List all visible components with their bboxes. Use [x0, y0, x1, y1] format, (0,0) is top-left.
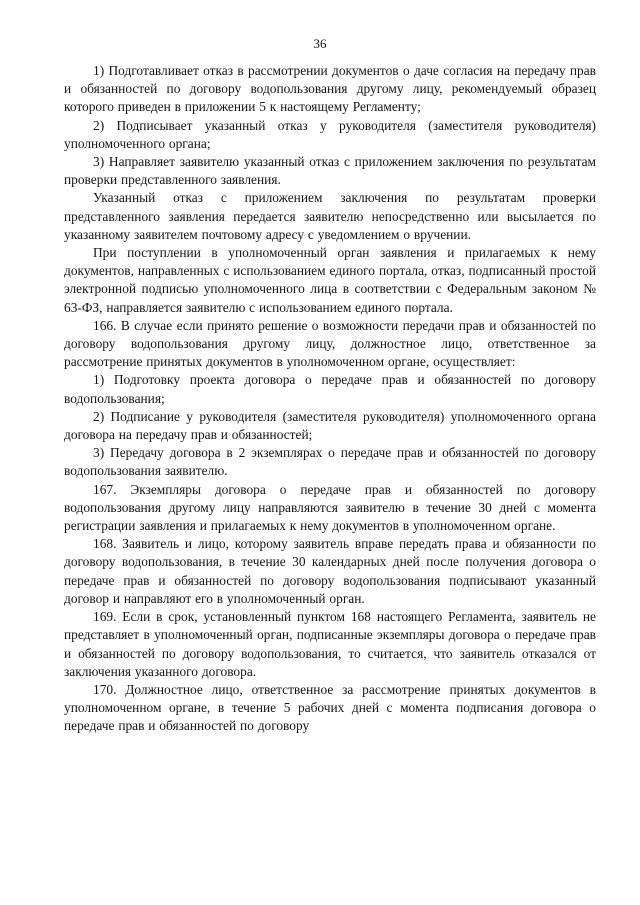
paragraph-clause-167: 167. Экземпляры договора о передаче прав и обязанностей по договору водопользования другому лицу направляются заявителю в течение 30 дней с момента регистрации заявления и прилагаемых к нему документов в уполномоченном органе.	[64, 481, 596, 534]
paragraph-contract-transfer: 3) Передачу договора в 2 экземплярах о передаче прав и обязанностей по договору водопользования заявителю.	[64, 445, 596, 479]
paragraph-clause-166: 166. В случае если принято решение о возможности передачи прав и обязанностей по договору водопользования другому лицу, должностное лицо, ответственное за рассмотрение принятых документов в уполномоченном органе, осуществляет:	[64, 317, 596, 370]
paragraph-portal-submission: При поступлении в уполномоченный орган заявления и прилагаемых к нему документов, направленных с использованием единого портала, отказ, подписанный простой электронной подписью уполномоченного лица в соответствии с Федеральным законом № 63-ФЗ, направляется заявителю с использованием единого портала.	[64, 245, 596, 315]
paragraph-draft-preparation: 1) Подготовку проекта договора о передаче прав и обязанностей по договору водопользования;	[64, 372, 596, 406]
paragraph-refusal-sending: 3) Направляет заявителю указанный отказ с приложением заключения по результатам проверки представленного заявления.	[64, 154, 596, 188]
body-text	[64, 62, 596, 736]
paragraph-clause-169: 169. Если в срок, установленный пунктом 168 настоящего Регламента, заявитель не представляет в уполномоченный орган, подписанные экземпляры договора о передаче прав и обязанностей по договору водопользования, то считается, что заявитель отказался от заключения указанного договора.	[64, 609, 596, 679]
page-number: 36	[313, 36, 327, 51]
paragraph-clause-168: 168. Заявитель и лицо, которому заявитель вправе передать права и обязанности по договору водопользования, в течение 30 календарных дней после получения договора о передаче прав и обязанностей по договору водопользования подписывают указанный договор и направляют его в уполномоченный орган.	[64, 536, 596, 606]
paragraph-contract-signing: 2) Подписание у руководителя (заместителя руководителя) уполномоченного органа договора на передачу прав и обязанностей;	[64, 408, 596, 443]
paragraph-clause-170: 170. Должностное лицо, ответственное за рассмотрение принятых документов в уполномоченном органе, в течение 5 рабочих дней с момента подписания договора о передаче прав и обязанностей по договору	[64, 681, 596, 734]
paragraph-refusal-signing: 2) Подписывает указанный отказ у руководителя (заместителя руководителя) уполномоченного органа;	[64, 117, 596, 151]
paragraph-refusal-delivery: Указанный отказ с приложением заключения по результатам проверки представленного заявления передается заявителю непосредственно или высылается по указанному заявителем почтовому адресу с уведомлением о вручении.	[64, 190, 596, 242]
paragraph-refusal-preparation: 1) Подготавливает отказ в рассмотрении документов о даче согласия на передачу прав и обязанностей по договору водопользования другому лицу, рекомендуемый образец которого приведен в приложении 5 к настоящему Регламенту;	[64, 63, 596, 115]
